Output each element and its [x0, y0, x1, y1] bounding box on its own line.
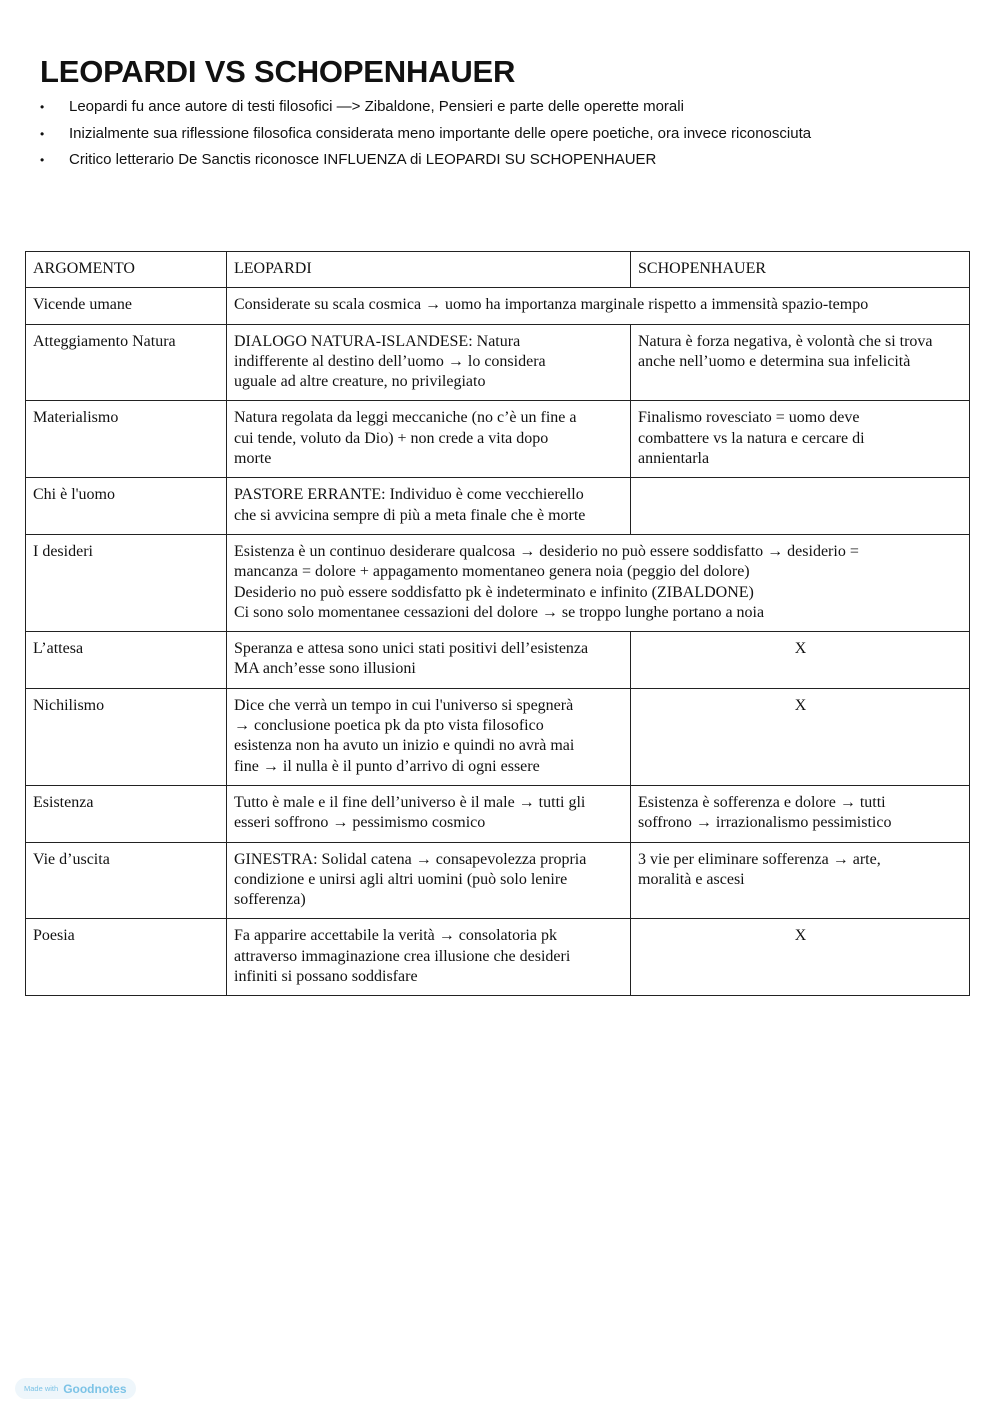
- table-body: [26, 252, 970, 996]
- bullet-text: Critico letterario De Sanctis riconosce INFLUENZA di LEOPARDI SU SCHOPENHAUER: [69, 151, 657, 168]
- cell-line: attraverso immaginazione crea illusione che desideri: [234, 947, 571, 965]
- cell-line: PASTORE ERRANTE: Individuo è come vecchierello: [234, 486, 584, 504]
- topic-cell: Esistenza: [26, 785, 227, 842]
- table-row: [26, 324, 970, 401]
- bullet-list: [40, 94, 811, 174]
- comparison-table: [25, 251, 970, 996]
- cell-line: indifferente al destino dell’uomo → lo considera: [234, 352, 546, 370]
- topic-cell: Nichilismo: [26, 688, 227, 785]
- header-cell-leopardi: LEOPARDI: [227, 252, 631, 288]
- bullet-item: [40, 121, 811, 148]
- table-header-row: [26, 252, 970, 288]
- cell-line: → conclusione poetica pk da pto vista filosofico: [234, 717, 544, 735]
- schopenhauer-cell: [631, 688, 970, 785]
- table-row: [26, 288, 970, 324]
- goodnotes-watermark: [15, 1378, 136, 1399]
- cell-line: Fa apparire accettabile la verità → consolatoria pk: [234, 927, 557, 945]
- cell-line: MA anch’esse sono illusioni: [234, 660, 416, 678]
- leopardi-cell: [227, 688, 631, 785]
- table-row: [26, 842, 970, 919]
- topic-cell: Vie d’uscita: [26, 842, 227, 919]
- cell-line: Esistenza è sofferenza e dolore → tutti: [638, 793, 886, 811]
- topic-cell: L’attesa: [26, 632, 227, 689]
- merged-cell: [227, 288, 970, 324]
- cell-line: condizione e unirsi agli altri uomini (può solo lenire: [234, 870, 568, 888]
- cell-line: Finalismo rovesciato = uomo deve: [638, 409, 860, 427]
- cell-line: GINESTRA: Solidal catena → consapevolezza propria: [234, 850, 587, 868]
- cell-line: soffrono → irrazionalismo pessimistico: [638, 814, 892, 832]
- cell-line: fine → il nulla è il punto d’arrivo di ogni essere: [234, 757, 540, 775]
- table-row: [26, 785, 970, 842]
- page-title: LEOPARDI VS SCHOPENHAUER: [40, 54, 516, 89]
- cell-line: Considerate su scala cosmica → uomo ha importanza marginale rispetto a immensità spazio-tempo: [234, 296, 869, 314]
- leopardi-cell: [227, 842, 631, 919]
- cell-line: morte: [234, 450, 272, 468]
- table-row: [26, 688, 970, 785]
- header-cell-argomento: ARGOMENTO: [26, 252, 227, 288]
- cell-line: 3 vie per eliminare sofferenza → arte,: [638, 850, 881, 868]
- cell-line: Desiderio no può essere soddisfatto pk è indeterminato e infinito (ZIBALDONE): [234, 583, 754, 601]
- merged-cell: [227, 534, 970, 631]
- cell-line: mancanza = dolore + appagamento momentaneo genera noia (peggio del dolore): [234, 563, 750, 581]
- cell-line: X: [794, 696, 807, 714]
- schopenhauer-cell: [631, 401, 970, 478]
- bullet-dot: •: [40, 153, 45, 167]
- topic-cell: Vicende umane: [26, 288, 227, 324]
- leopardi-cell: [227, 478, 631, 535]
- cell-line: X: [794, 927, 807, 945]
- leopardi-cell: [227, 324, 631, 401]
- cell-line: infiniti si possano soddisfare: [234, 968, 418, 986]
- cell-line: X: [794, 640, 807, 658]
- bullet-text: Leopardi fu ance autore di testi filosofici —> Zibaldone, Pensieri e parte delle operette morali: [69, 98, 684, 115]
- bullet-text: Inizialmente sua riflessione filosofica considerata meno importante delle opere poetiche, ora invece riconosciuta: [69, 124, 812, 142]
- topic-cell: Chi è l'uomo: [26, 478, 227, 535]
- cell-line: Natura è forza negativa, è volontà che si trova: [638, 332, 933, 350]
- leopardi-cell: [227, 401, 631, 478]
- cell-line: annientarla: [638, 450, 710, 468]
- schopenhauer-cell: [631, 785, 970, 842]
- leopardi-cell: [227, 785, 631, 842]
- bullet-item: [40, 94, 811, 121]
- cell-line: esseri soffrono → pessimismo cosmico: [234, 814, 486, 832]
- schopenhauer-cell: [631, 919, 970, 996]
- cell-line: Dice che verrà un tempo in cui l'universo si spegnerà: [234, 696, 574, 714]
- topic-cell: Poesia: [26, 919, 227, 996]
- schopenhauer-cell: [631, 632, 970, 689]
- cell-line: cui tende, voluto da Dio) + non crede a vita dopo: [234, 429, 549, 447]
- cell-line: che si avvicina sempre di più a meta finale che è morte: [234, 506, 586, 524]
- schopenhauer-cell: [631, 324, 970, 401]
- schopenhauer-cell: [631, 842, 970, 919]
- bullet-item: [40, 147, 811, 174]
- header-cell-schopenhauer: SCHOPENHAUER: [631, 252, 970, 288]
- bullet-dot: •: [40, 100, 45, 114]
- cell-line: Ci sono solo momentanee cessazioni del dolore → se troppo lunghe portano a noia: [234, 603, 765, 621]
- topic-cell: I desideri: [26, 534, 227, 631]
- topic-cell: Materialismo: [26, 401, 227, 478]
- cell-line: moralità e ascesi: [638, 870, 745, 888]
- cell-line: sofferenza): [234, 891, 306, 909]
- cell-line: Speranza e attesa sono unici stati positivi dell’esistenza: [234, 640, 589, 658]
- cell-line: Natura regolata da leggi meccaniche (no c’è un fine a: [234, 409, 577, 427]
- cell-line: anche nell’uomo e determina sua infelicità: [638, 352, 911, 370]
- cell-line: uguale ad altre creature, no privilegiato: [234, 373, 486, 391]
- cell-line: DIALOGO NATURA-ISLANDESE: Natura: [234, 332, 521, 350]
- bullet-dot: •: [40, 126, 45, 141]
- table-row: [26, 401, 970, 478]
- cell-line: combattere vs la natura e cercare di: [638, 429, 865, 447]
- watermark-prefix: Made with: [24, 1384, 59, 1393]
- leopardi-cell: [227, 632, 631, 689]
- topic-cell: Atteggiamento Natura: [26, 324, 227, 401]
- cell-line: esistenza non ha avuto un inizio e quindi no avrà mai: [234, 737, 575, 755]
- leopardi-cell: [227, 919, 631, 996]
- table-row: [26, 919, 970, 996]
- cell-line: Esistenza è un continuo desiderare qualcosa → desiderio no può essere soddisfatto → desiderio =: [234, 542, 859, 560]
- table-row: [26, 632, 970, 689]
- table-row: [26, 478, 970, 535]
- cell-line: Tutto è male e il fine dell’universo è il male → tutti gli: [234, 793, 586, 811]
- schopenhauer-cell: [631, 478, 970, 535]
- table-row: [26, 534, 970, 631]
- watermark-brand: Goodnotes: [63, 1381, 127, 1396]
